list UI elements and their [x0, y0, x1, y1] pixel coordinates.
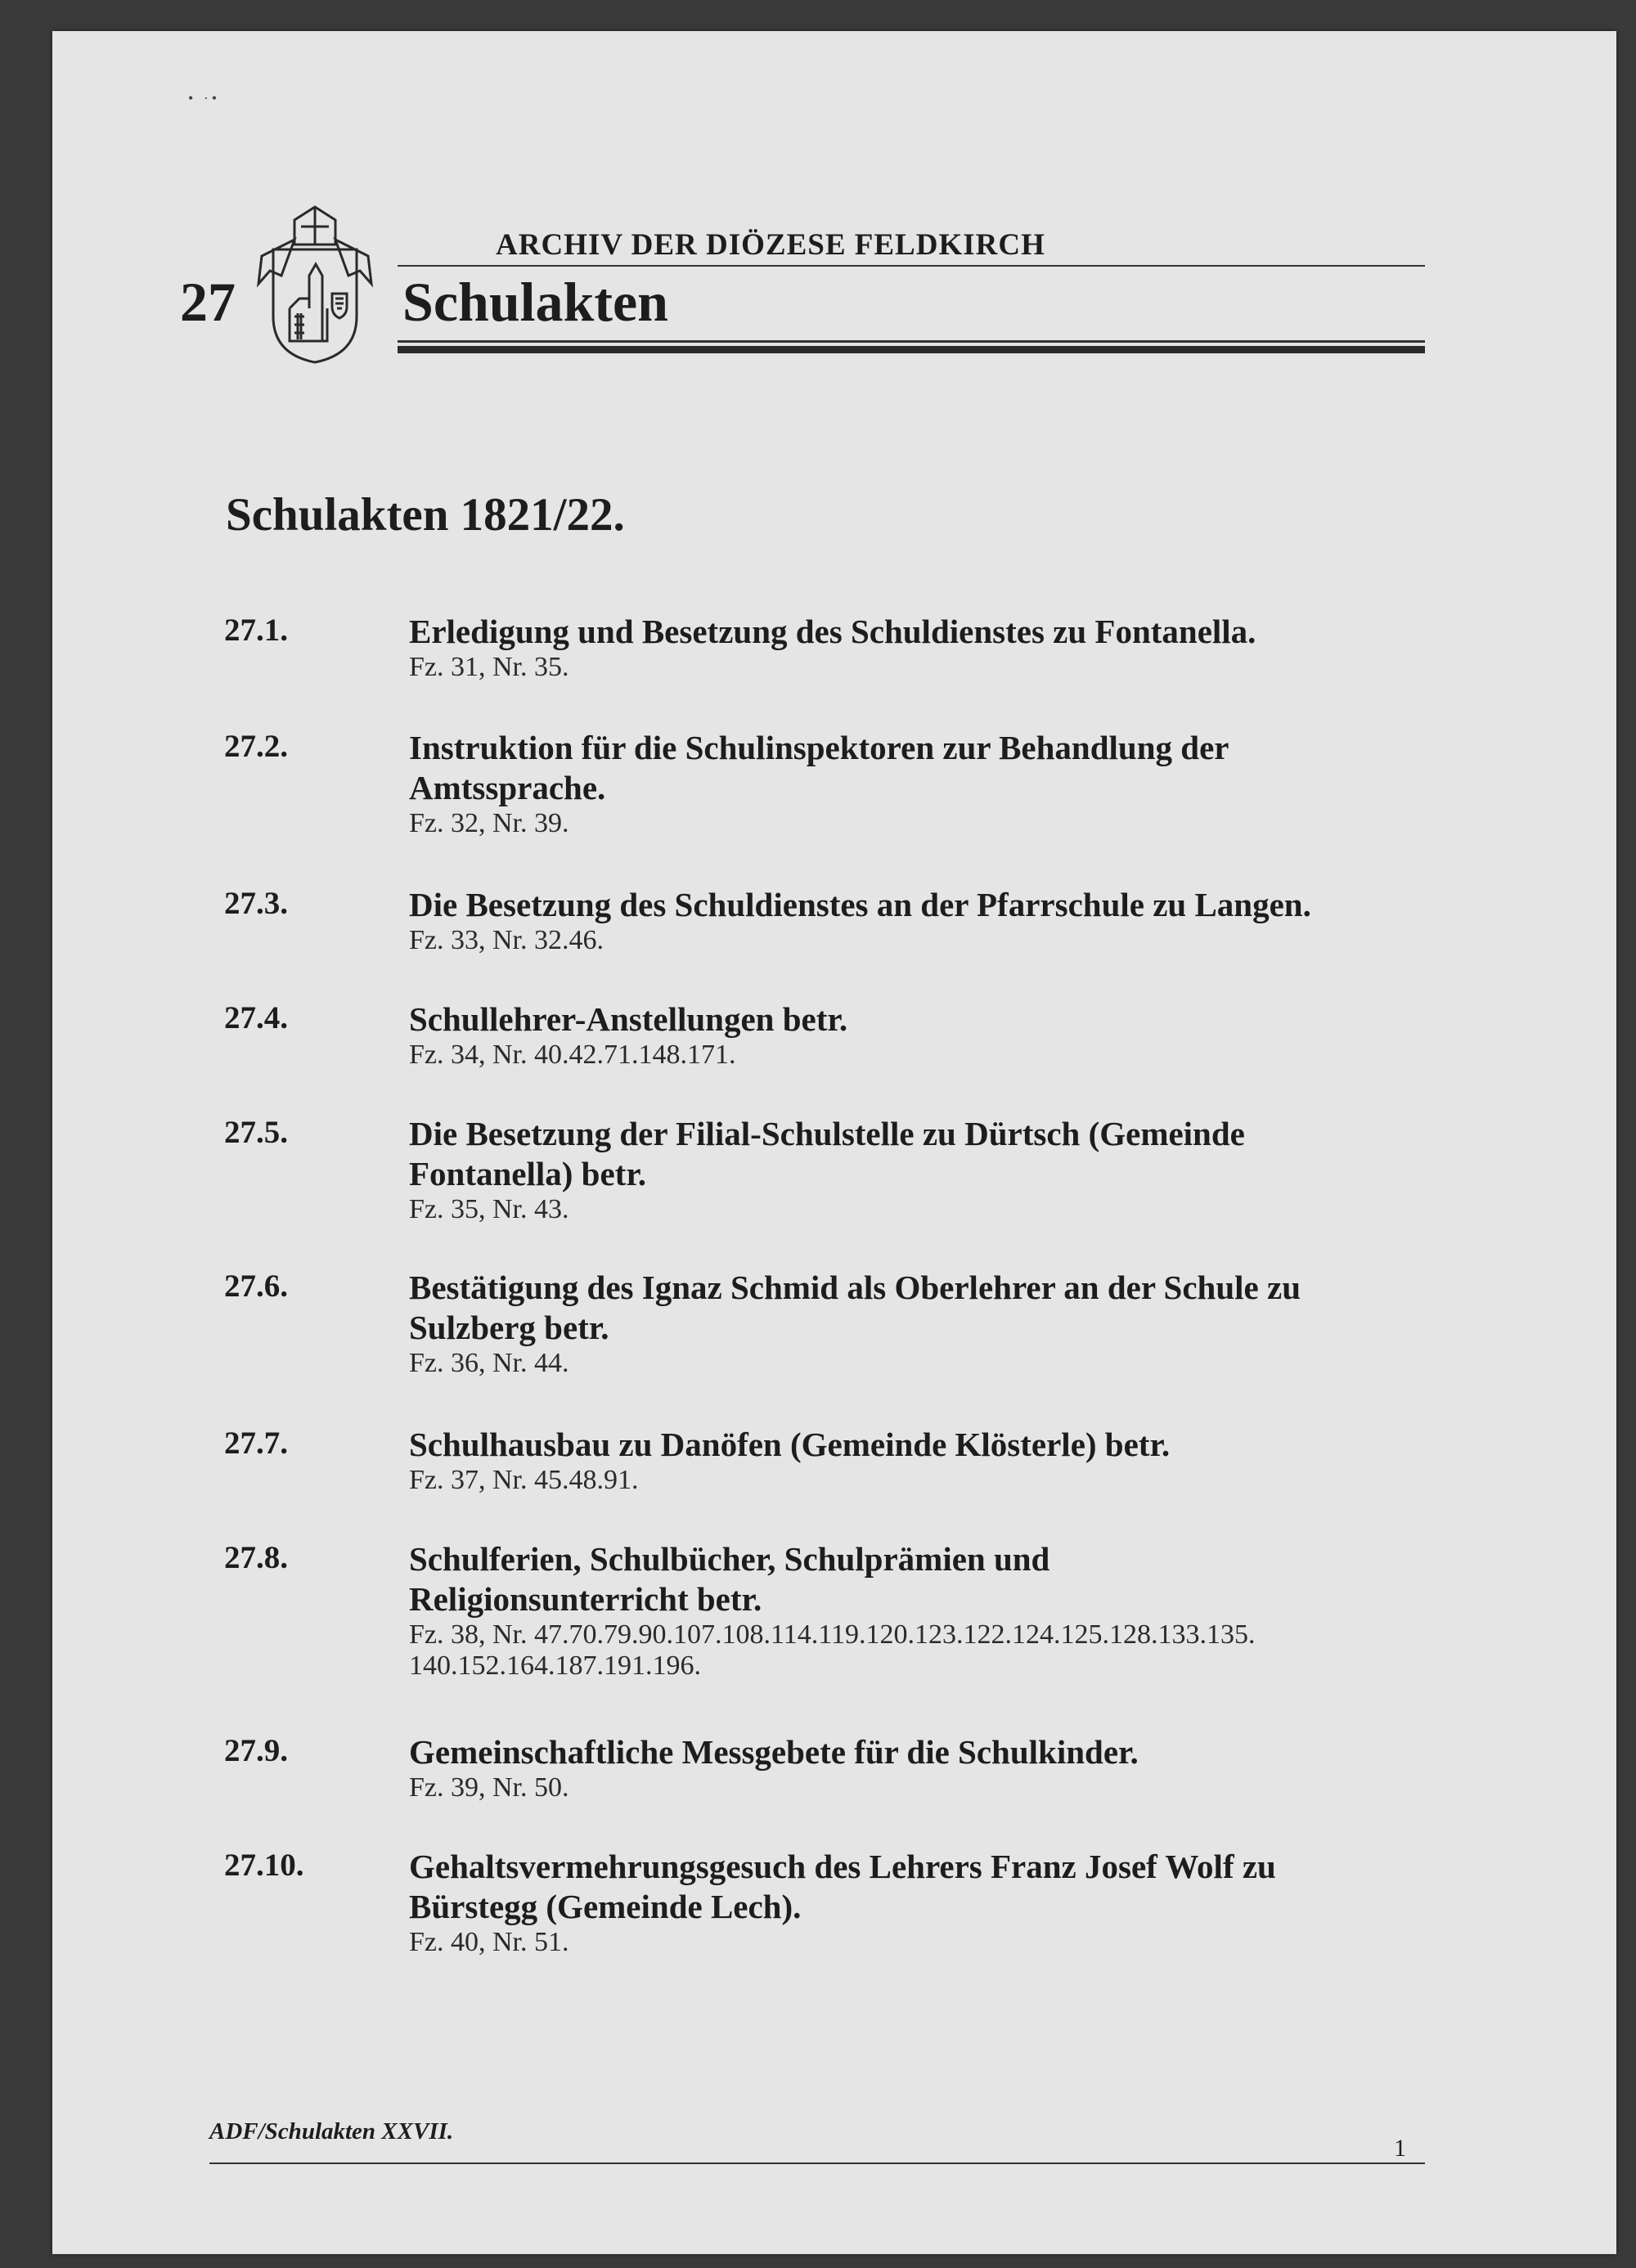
entry-title: Bestätigung des Ignaz Schmid als Oberlehrer an der Schule zu Sulzberg betr. — [409, 1269, 1301, 1346]
entry-number: 27.9. — [224, 1733, 288, 1768]
entry-reference: Fz. 37, Nr. 45.48.91. — [409, 1465, 639, 1495]
footer-rule — [209, 2162, 1425, 2164]
entry-number: 27.7. — [224, 1426, 288, 1461]
entry-title: Schulferien, Schulbücher, Schulprämien und Religionsunterricht betr. — [409, 1540, 1050, 1618]
entry-reference: Fz. 36, Nr. 44. — [409, 1348, 569, 1378]
entry-reference: Fz. 38, Nr. 47.70.79.90.107.108.114.119.120.123.122.124.125.128.133.135. 140.152.164.187.191.196. — [409, 1619, 1256, 1681]
entry-title: Die Besetzung der Filial-Schulstelle zu Dürtsch (Gemeinde Fontanella) betr. — [409, 1115, 1245, 1192]
header-rule-thin — [398, 265, 1425, 267]
entry-number: 27.10. — [224, 1848, 304, 1883]
entry-reference: Fz. 39, Nr. 50. — [409, 1772, 569, 1803]
entry-number: 27.8. — [224, 1540, 288, 1575]
page-number: 1 — [1394, 2135, 1406, 2162]
entry-number: 27.5. — [224, 1115, 288, 1150]
entry-number: 27.4. — [224, 1000, 288, 1035]
entry-title: Schulhausbau zu Danöfen (Gemeinde Klösterle) betr. — [409, 1426, 1171, 1463]
entry-reference: Fz. 32, Nr. 39. — [409, 808, 569, 838]
entry-number: 27.1. — [224, 613, 288, 648]
entry-number: 27.3. — [224, 886, 288, 921]
footer-citation: ADF/Schulakten XXVII. — [209, 2118, 454, 2144]
entry-reference: Fz. 31, Nr. 35. — [409, 652, 569, 682]
entry-title: Gemeinschaftliche Messgebete für die Schulkinder. — [409, 1733, 1139, 1771]
header-rule-bold — [398, 346, 1425, 353]
entry-title: Instruktion für die Schulinspektoren zur Behandlung der Amtssprache. — [409, 729, 1229, 806]
entry-reference: Fz. 34, Nr. 40.42.71.148.171. — [409, 1040, 736, 1070]
entry-reference: Fz. 33, Nr. 32.46. — [409, 925, 604, 955]
scan-specks: • ·• — [188, 90, 221, 106]
page-title: Schulakten — [402, 271, 668, 333]
entry-title: Erledigung und Besetzung des Schuldienstes zu Fontanella. — [409, 613, 1256, 650]
entry-title: Schullehrer-Anstellungen betr. — [409, 1000, 848, 1038]
entry-number: 27.2. — [224, 729, 288, 764]
volume-number: 27 — [180, 271, 236, 333]
entry-title: Gehaltsvermehrungsgesuch des Lehrers Franz Josef Wolf zu Bürstegg (Gemeinde Lech). — [409, 1848, 1276, 1925]
entry-reference: Fz. 35, Nr. 43. — [409, 1194, 569, 1224]
header-rule — [398, 340, 1425, 343]
entry-reference: Fz. 40, Nr. 51. — [409, 1927, 569, 1957]
section-title: Schulakten 1821/22. — [226, 489, 625, 541]
entry-number: 27.6. — [224, 1269, 288, 1304]
diocese-crest-icon — [252, 202, 378, 366]
archive-name: ARCHIV DER DIÖZESE FELDKIRCH — [496, 228, 1045, 262]
entry-title: Die Besetzung des Schuldienstes an der Pfarrschule zu Langen. — [409, 886, 1311, 923]
